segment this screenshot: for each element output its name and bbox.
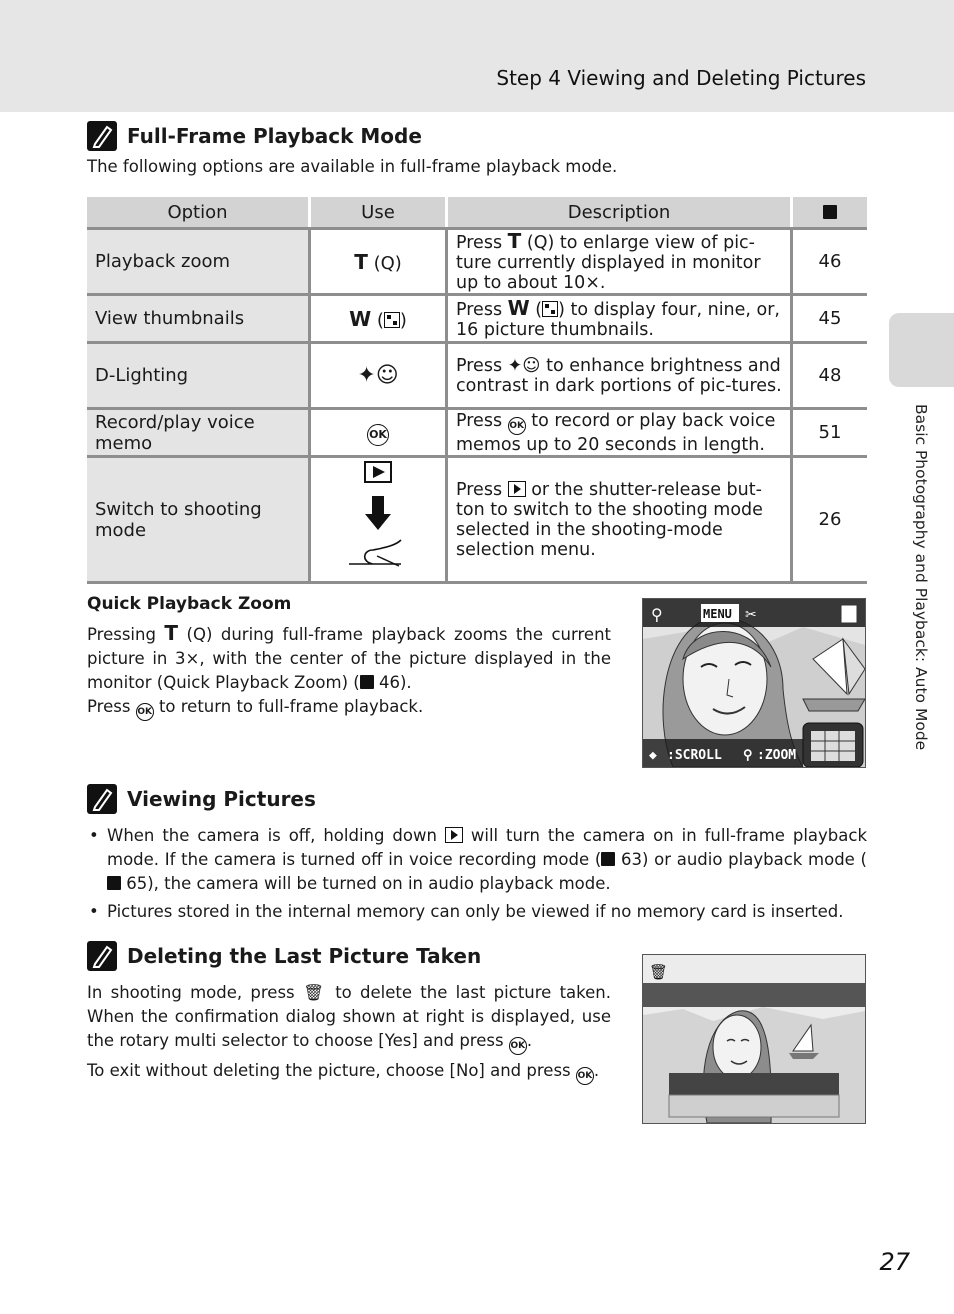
side-tab (889, 313, 954, 387)
col-use: Use (310, 197, 447, 229)
section-title-text: Viewing Pictures (127, 787, 316, 811)
table-row (87, 295, 867, 343)
svg-text::ZOOM: :ZOOM (757, 748, 797, 763)
col-description: Description (447, 197, 792, 229)
page-ref-icon (823, 205, 837, 219)
svg-text:✂: ✂ (745, 607, 757, 623)
svg-text:MENU: MENU (703, 607, 732, 621)
option-cell: Switch to shooting mode (87, 457, 310, 583)
note-pencil-icon (87, 784, 117, 814)
table-row (87, 409, 867, 457)
d-lighting-icon: ✦☺ (507, 355, 541, 376)
option-cell: Playback zoom (87, 229, 310, 295)
thumbnail-icon (384, 312, 400, 328)
option-cell: View thumbnails (87, 295, 310, 343)
table-row (87, 343, 867, 409)
use-cell: T (Q) (310, 229, 447, 295)
use-cell (310, 457, 447, 583)
d-lighting-icon: ✦☺ (357, 363, 399, 388)
section-fullframe-title (87, 121, 422, 151)
svg-text:⚲: ⚲ (743, 748, 753, 763)
ok-button-icon: OK (367, 424, 389, 446)
description-cell: Press W ( ) to display four, nine, or, 16 picture thumbnails. (447, 295, 792, 343)
page-cell: 45 (792, 295, 868, 343)
list-item: • When the camera is off, holding down will turn the camera on in full-frame playback mode. If the camera is turned off in voice recording mode ( 63) or audio playback mode ( 65), the camera will be turned on in audio playback mode. (87, 824, 867, 896)
page-cell: 46 (792, 229, 868, 295)
page-header (0, 0, 954, 112)
page-cell: 26 (792, 457, 868, 583)
svg-text:◆: ◆ (649, 748, 657, 763)
description-cell: Press or the shutter-release but-ton to switch to the shooting mode selected in the shooting-mode selection menu. (447, 457, 792, 583)
ok-button-icon: OK (508, 417, 526, 435)
option-cell: D-Lighting (87, 343, 310, 409)
quick-zoom-screen-image (642, 598, 866, 768)
section-title-text: Deleting the Last Picture Taken (127, 944, 482, 968)
delete-body: In shooting mode, press 🗑 to delete the last picture taken. When the confirmation dialog shown at right is displayed, use the rotary multi selector to choose [Yes] and press OK . To exit without deleting the picture, choose [No] and press OK . (87, 981, 611, 1089)
table-header-row (87, 197, 867, 229)
thumbnail-icon (542, 301, 558, 317)
quick-zoom-body: Pressing T (Q) during full-frame playback zooms the current picture in 3×, with the center of the picture displayed in the monitor (Quick Playback Zoom) ( 46). Press OK to return to full-frame playback. (87, 621, 611, 721)
delete-dialog-screen-image (642, 954, 866, 1124)
header-title: Step 4 Viewing and Deleting Pictures (496, 66, 866, 90)
page-ref-icon (107, 876, 121, 890)
svg-text:🗑: 🗑 (649, 963, 669, 981)
trash-icon: 🗑 (302, 983, 327, 1002)
use-cell: W ( ) (310, 295, 447, 343)
page-ref-icon (601, 852, 615, 866)
section-title-text: Full-Frame Playback Mode (127, 124, 422, 148)
section-delete-title (87, 941, 481, 971)
svg-text::SCROLL: :SCROLL (667, 748, 722, 763)
viewing-bullets (87, 824, 867, 928)
use-cell (310, 343, 447, 409)
quick-zoom-title: Quick Playback Zoom (87, 594, 292, 614)
col-page (792, 197, 868, 229)
note-pencil-icon (87, 121, 117, 151)
playback-button-icon (508, 481, 526, 497)
page-cell: 51 (792, 409, 868, 457)
table-row (87, 457, 867, 583)
playback-shutter-icon (343, 458, 413, 576)
col-option: Option (87, 197, 310, 229)
page-ref-icon (360, 675, 374, 689)
ok-button-icon: OK (576, 1067, 594, 1085)
list-item: • Pictures stored in the internal memory can only be viewed if no memory card is inserted. (87, 900, 867, 924)
note-pencil-icon (87, 941, 117, 971)
section-viewing-title (87, 784, 316, 814)
page-number: 27 (879, 1248, 910, 1276)
use-cell (310, 409, 447, 457)
description-cell: Press OK to record or play back voice memos up to 20 seconds in length. (447, 409, 792, 457)
table-row (87, 229, 867, 295)
option-cell: Record/play voice memo (87, 409, 310, 457)
svg-text:⚲: ⚲ (651, 605, 663, 624)
side-tab-label: Basic Photography and Playback: Auto Mode (912, 404, 930, 751)
intro-text: The following options are available in full-frame playback mode. (87, 157, 618, 176)
options-table (87, 197, 867, 584)
page-cell: 48 (792, 343, 868, 409)
ok-button-icon: OK (509, 1037, 527, 1055)
ok-button-icon: OK (136, 703, 154, 721)
description-cell: Press ✦☺ to enhance brightness and contrast in dark portions of pic-tures. (447, 343, 792, 409)
description-cell: Press T (Q) to enlarge view of pic-ture currently displayed in monitor up to about 10×. (447, 229, 792, 295)
playback-button-icon (445, 827, 463, 843)
